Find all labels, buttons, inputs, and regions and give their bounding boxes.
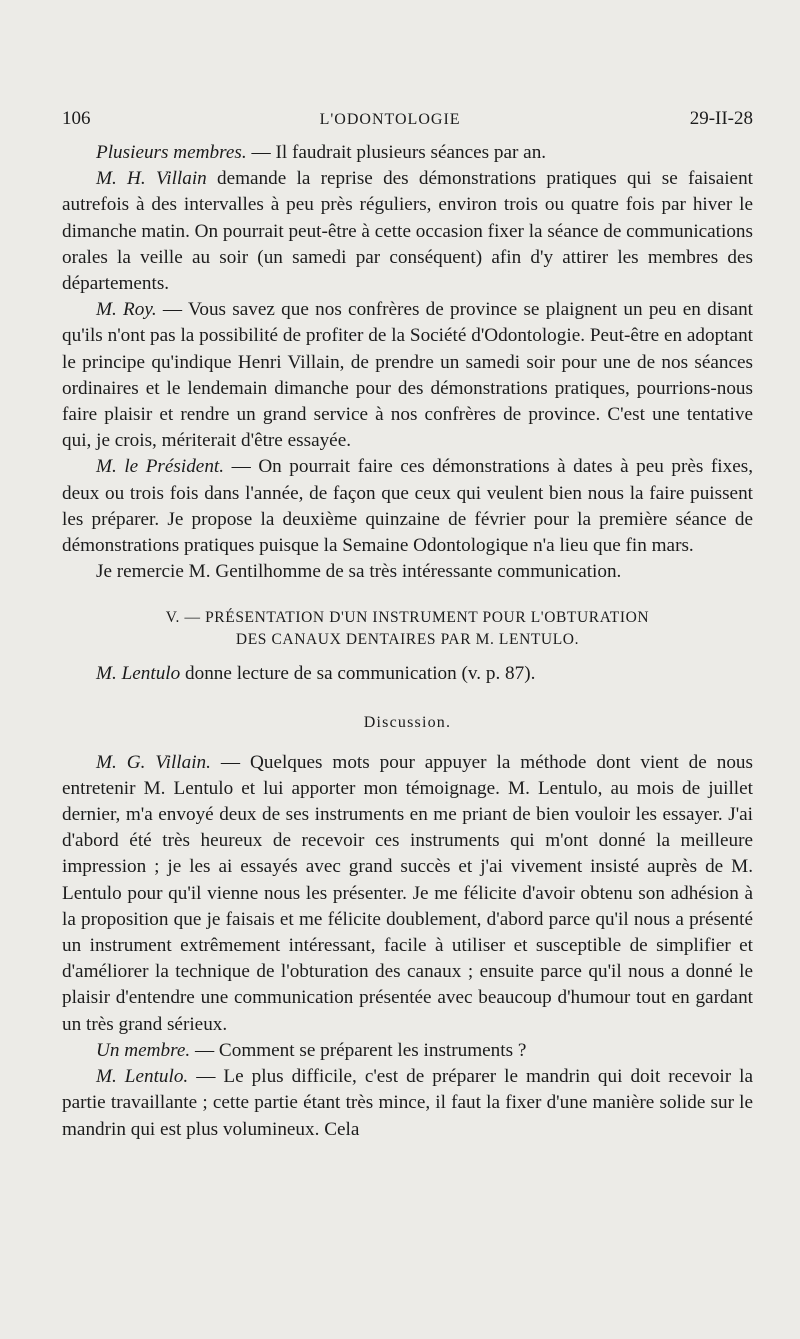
paragraph-remerciement bbox=[62, 559, 753, 585]
paragraph-text: — Le plus difficile, c'est de préparer le mandrin qui doit recevoir la partie travaillante ; cette partie étant très mince, il faut la fixer d'une manière solide sur le mandrin qui est plus volumineux. Cela bbox=[62, 1066, 753, 1140]
paragraph-text: — Comment se préparent les instruments ? bbox=[190, 1039, 527, 1061]
speaker-name: Un membre. bbox=[96, 1039, 191, 1061]
paragraph-lentulo-reponse bbox=[62, 1064, 753, 1143]
speaker-name: M. Lentulo bbox=[96, 663, 181, 685]
section-heading-line-1: V. — PRÉSENTATION D'UN INSTRUMENT POUR L'OBTURATION bbox=[165, 609, 650, 627]
speaker-name: M. G. Villain. bbox=[96, 751, 211, 773]
section-heading-line-2: DES CANAUX DENTAIRES PAR M. LENTULO. bbox=[235, 631, 580, 649]
paragraph-h-villain bbox=[62, 166, 753, 297]
speaker-name: M. Lentulo. bbox=[96, 1066, 189, 1088]
paragraph-lentulo-lecture bbox=[62, 661, 753, 687]
paragraph-text: — Vous savez que nos confrères de province se plaignent un peu en disant qu'ils n'ont pas la possibilité de profiter de la Société d'Odontologie. Peut-être en adoptant le principe qu'indique Henri Villain, de prendre un samedi soir pour une de nos séances ordinaires et le lendemain dimanche pour des démonstrations pratiques, pourrions-nous faire plaisir et rendre un grand service à nos confrères de province. C'est une tentative qui, je crois, mériterait d'être essayée. bbox=[62, 299, 753, 452]
section-heading bbox=[62, 607, 753, 651]
speaker-name: M. le Président. bbox=[96, 456, 225, 478]
running-header bbox=[62, 108, 753, 130]
paragraph-text: demande la reprise des démonstrations pratiques qui se faisaient autrefois à des intervalles à peu près réguliers, environ trois ou quatre fois par hiver le dimanche matin. On pourrait peut-être à cette occasion fixer la séance de communications orales la veille au soir (un samedi par conséquent) afin d'y attirer les membres des départements. bbox=[62, 168, 753, 295]
page-number: 106 bbox=[62, 108, 91, 129]
issue-date: 29-II-28 bbox=[689, 108, 753, 129]
paragraph-text: Je remercie M. Gentilhomme de sa très intéressante communication. bbox=[96, 561, 622, 583]
paragraph-un-membre bbox=[62, 1038, 753, 1064]
paragraph-text: — Quelques mots pour appuyer la méthode dont vient de nous entretenir M. Lentulo et lui apporter mon témoignage. M. Lentulo, au mois de juillet dernier, m'a envoyé deux de ses instruments en me priant de bien vouloir les essayer. J'ai d'abord été très heureux de recevoir ces instruments qui m'ont donné la meilleure impression ; je les ai essayés avec grand succès et j'ai vivement insisté auprès de M. Lentulo pour qu'il vienne nous les présenter. Je me félicite d'avoir obtenu son adhésion à la proposition que je faisais et me félicite doublement, d'abord parce qu'il nous a présenté un instrument extrêmement intéressant, facile à utiliser et susceptible de simplifier et d'améliorer la technique de l'obturation des canaux ; ensuite parce qu'il nous a donné le plaisir d'entendre une communication présentée avec beaucoup d'humour tout en gardant un très grand sérieux. bbox=[62, 751, 753, 1035]
paragraph-president bbox=[62, 454, 753, 559]
journal-title: L'ODONTOLOGIE bbox=[319, 111, 461, 128]
paragraph-text: — Il faudrait plusieurs séances par an. bbox=[246, 142, 547, 163]
paragraph-g-villain bbox=[62, 750, 753, 1038]
paragraph-roy bbox=[62, 297, 753, 454]
paragraph-text: — On pourrait faire ces démonstrations à dates à peu près fixes, deux ou trois fois dans l'année, de façon que ceux qui veulent bien nous la faire puissent les préparer. Je propose la deuxième quinzaine de février pour la première séance de démonstrations pratiques puisque la Semaine Odontologique n'a lieu que fin mars. bbox=[62, 456, 753, 557]
speaker-name: M. Roy. bbox=[96, 299, 157, 321]
paragraph-plusieurs-membres bbox=[62, 140, 753, 166]
speaker-name: Plusieurs membres. bbox=[96, 142, 247, 163]
paragraph-text: donne lecture de sa communication (v. p. 87). bbox=[180, 663, 536, 685]
speaker-name: M. H. Villain bbox=[96, 168, 207, 190]
discussion-heading: Discussion. bbox=[363, 713, 452, 731]
